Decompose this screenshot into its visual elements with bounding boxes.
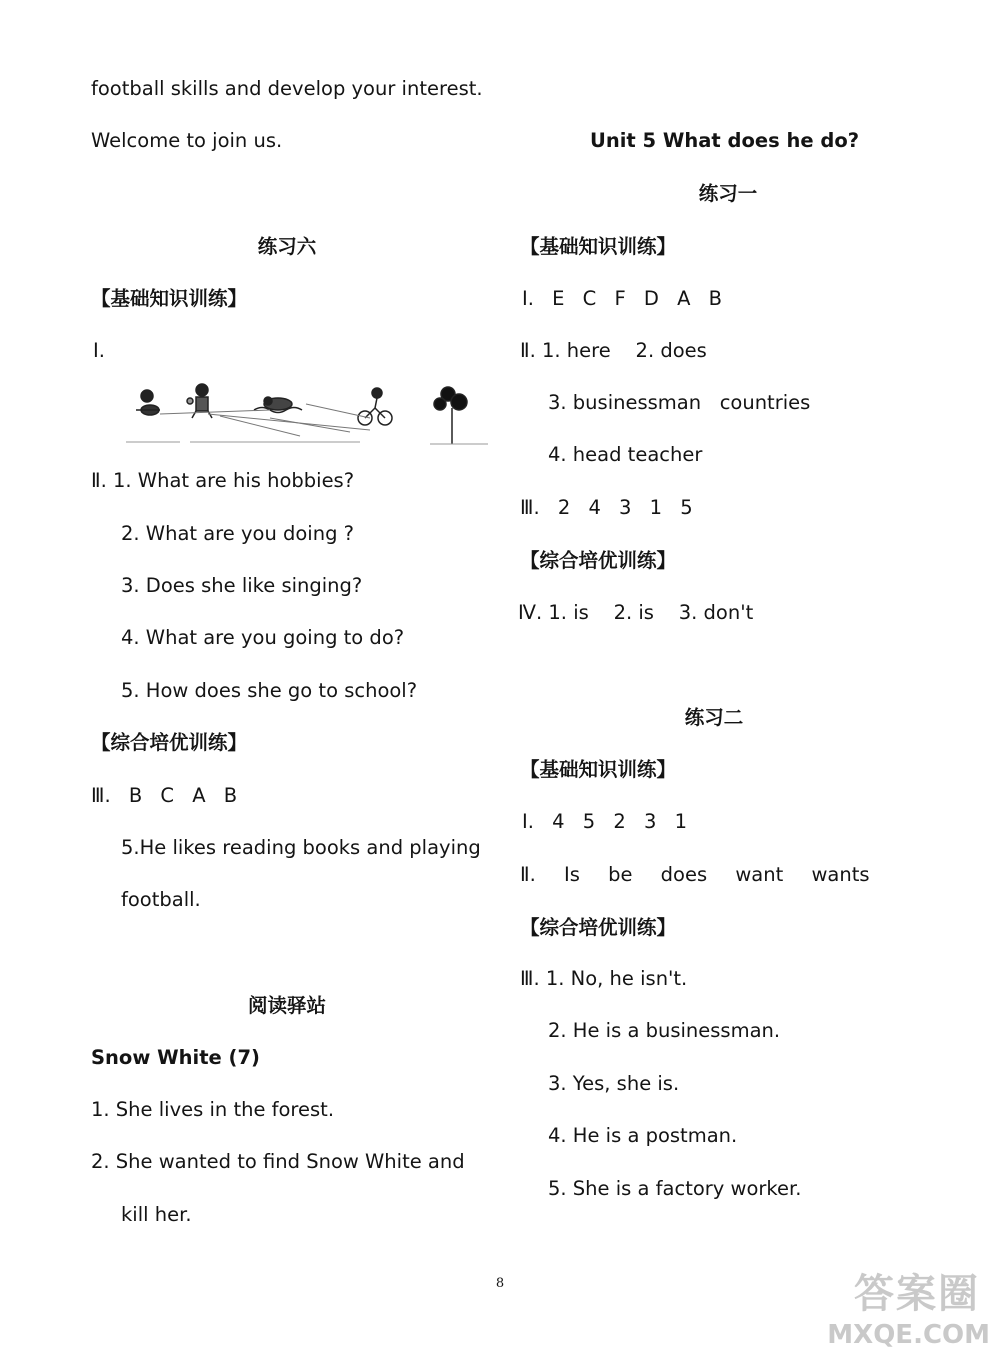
exercise-1-title: 练习一 bbox=[698, 182, 758, 205]
basic-training-label: 【基础知识训练】 bbox=[91, 287, 248, 310]
watermark-logo bbox=[814, 1256, 994, 1356]
basic-training-label-right-2: 【基础知识训练】 bbox=[520, 758, 677, 781]
comprehensive-training-label-right-2: 【综合培优训练】 bbox=[520, 916, 677, 939]
watermark-text-en: MXQE.COM bbox=[827, 1320, 990, 1350]
watermark-text-cn: 答案圈 bbox=[854, 1271, 980, 1317]
part-2-item-2: 2. What are you doing ? bbox=[121, 522, 355, 545]
exercise-6-title: 练习六 bbox=[257, 235, 317, 258]
part-3-item-5-line-2: football. bbox=[121, 888, 201, 911]
intro-line-2: Welcome to join us. bbox=[91, 129, 283, 152]
ex2-part-3-item-1: Ⅲ. 1. No, he isn't. bbox=[520, 967, 688, 990]
reading-section-title: 阅读驿站 bbox=[247, 994, 326, 1017]
ex2-part-3-item-5: 5. She is a factory worker. bbox=[548, 1177, 802, 1200]
page-number: 8 bbox=[495, 1276, 505, 1291]
ex2-part-2-answers: Ⅱ. Is be does want wants bbox=[520, 863, 870, 886]
ex1-part-1-answers: Ⅰ. E C F D A B bbox=[522, 287, 723, 310]
part-3-answers: Ⅲ. B C A B bbox=[91, 784, 238, 807]
ex2-part-1-answers: Ⅰ. 4 5 2 3 1 bbox=[522, 810, 687, 833]
ex1-part-3-answers: Ⅲ. 2 4 3 1 5 bbox=[520, 496, 693, 519]
part-2-item-4: 4. What are you going to do? bbox=[121, 626, 405, 649]
figure-cycling-icon bbox=[358, 388, 392, 425]
part-2-item-3: 3. Does she like singing? bbox=[121, 574, 363, 597]
ex1-part-2-line-3: 4. head teacher bbox=[548, 443, 703, 466]
story-answer-2-line-2: kill her. bbox=[121, 1203, 192, 1226]
story-answer-1: 1. She lives in the forest. bbox=[91, 1098, 335, 1121]
exercise-2-title: 练习二 bbox=[684, 706, 744, 729]
part-2-item-1: Ⅱ. 1. What are his hobbies? bbox=[91, 469, 355, 492]
story-answer-2-line-1: 2. She wanted to find Snow White and bbox=[91, 1150, 465, 1173]
comprehensive-training-label-right: 【综合培优训练】 bbox=[520, 549, 677, 572]
matching-illustration bbox=[120, 374, 490, 450]
part-1-label: Ⅰ. bbox=[93, 339, 105, 362]
ex2-part-3-item-3: 3. Yes, she is. bbox=[548, 1072, 680, 1095]
part-3-item-5-line-1: 5.He likes reading books and playing bbox=[121, 836, 481, 859]
ex2-part-3-item-2: 2. He is a businessman. bbox=[548, 1019, 781, 1042]
ex2-part-3-item-4: 4. He is a postman. bbox=[548, 1124, 738, 1147]
story-title: Snow White (7) bbox=[91, 1046, 260, 1069]
comprehensive-training-label: 【综合培优训练】 bbox=[91, 731, 248, 754]
basic-training-label-right: 【基础知识训练】 bbox=[520, 235, 677, 258]
ex1-part-2-line-1: Ⅱ. 1. here 2. does bbox=[520, 339, 707, 362]
ex1-part-4-answers: Ⅳ. 1. is 2. is 3. don't bbox=[518, 601, 754, 624]
unit-title: Unit 5 What does he do? bbox=[590, 129, 860, 152]
part-2-item-5: 5. How does she go to school? bbox=[121, 679, 418, 702]
figure-football-icon bbox=[136, 390, 160, 415]
intro-line-1: football skills and develop your interest. bbox=[91, 77, 483, 100]
figure-tree-icon bbox=[434, 387, 467, 444]
ex1-part-2-line-2: 3. businessman countries bbox=[548, 391, 811, 414]
